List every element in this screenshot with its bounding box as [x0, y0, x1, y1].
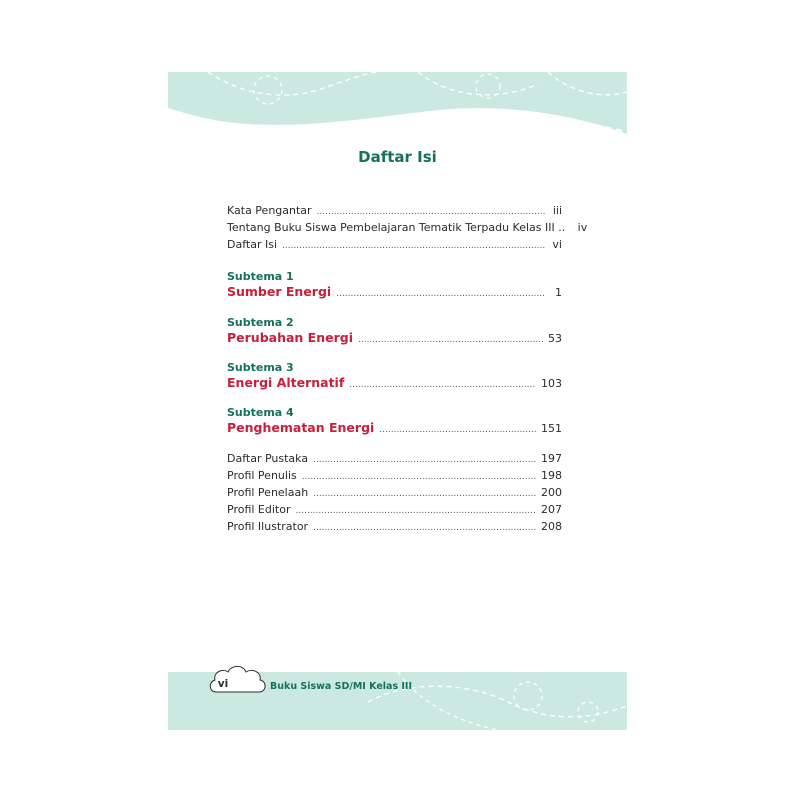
book-page — [168, 72, 627, 730]
toc-chapter-row[interactable]: Perubahan Energi ..... 53 — [227, 330, 562, 345]
toc-row[interactable]: Daftar Pustaka ..... 197 — [227, 452, 562, 465]
toc-chapter-row[interactable]: Energi Alternatif ..... 103 — [227, 375, 562, 390]
toc-row[interactable]: Daftar Isi ..... vi — [227, 238, 562, 251]
subtema-label: Subtema 4 — [227, 406, 294, 419]
page-title: Daftar Isi — [358, 148, 437, 166]
footer-book-title: Buku Siswa SD/MI Kelas III — [270, 681, 413, 692]
subtema-label: Subtema 3 — [227, 361, 294, 374]
toc-row[interactable]: Kata Pengantar ..... iii — [227, 204, 562, 217]
toc-chapter-row[interactable]: Sumber Energi ..... 1 — [227, 284, 562, 299]
header-decoration — [168, 72, 627, 142]
subtema-label: Subtema 1 — [227, 270, 294, 283]
toc-row[interactable]: Profil Editor ..... 207 — [227, 503, 562, 516]
toc-row[interactable]: Profil Penulis ..... 198 — [227, 469, 562, 482]
toc-row[interactable]: Profil Penelaah ..... 200 — [227, 486, 562, 499]
footer-page-number: vi — [217, 678, 229, 690]
toc-row[interactable]: Tentang Buku Siswa Pembelajaran Tematik Terpadu Kelas III .. iv — [227, 221, 588, 234]
subtema-label: Subtema 2 — [227, 316, 294, 329]
toc-row[interactable]: Profil Ilustrator ..... 208 — [227, 520, 562, 533]
toc-chapter-row[interactable]: Penghematan Energi ..... 151 — [227, 420, 562, 435]
